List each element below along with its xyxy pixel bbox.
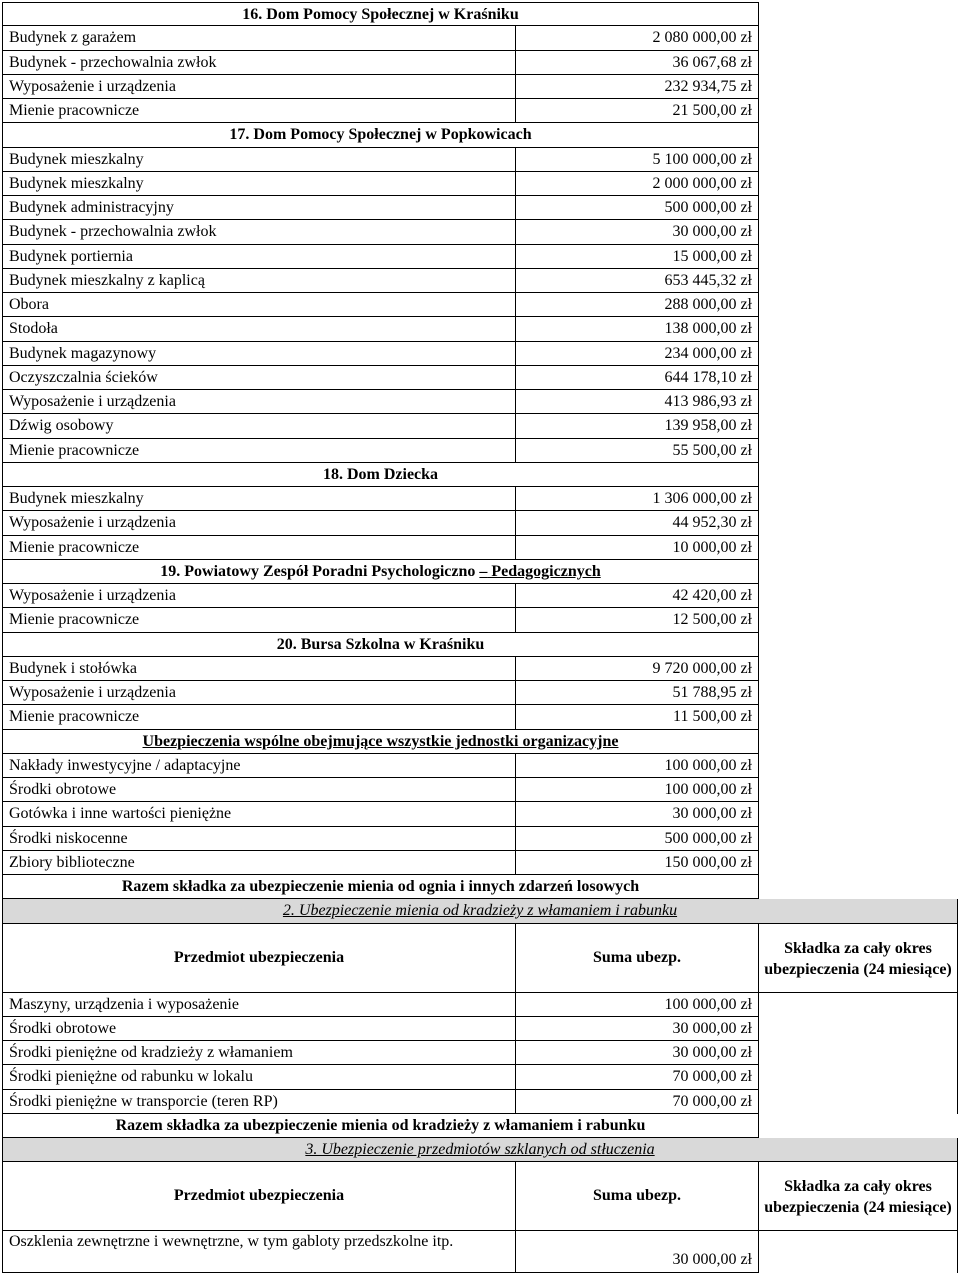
section-title (2, 560, 759, 584)
item-value: 150 000,00 zł (515, 851, 759, 875)
item-value: 51 788,95 zł (515, 681, 759, 705)
table-row (2, 75, 958, 99)
item-label: Zbiory biblioteczne (2, 851, 515, 875)
item-label: Budynek mieszkalny (2, 487, 515, 511)
blank-cell (759, 511, 958, 535)
item-value: 55 500,00 zł (515, 439, 759, 463)
item-label: Budynek - przechowalnia zwłok (2, 220, 515, 244)
table-row (2, 536, 958, 560)
item-value: 2 080 000,00 zł (515, 26, 759, 50)
section-header-row (2, 1138, 958, 1162)
blank-cell (759, 148, 958, 172)
blank-cell (759, 827, 958, 851)
table-row (2, 342, 958, 366)
item-label: Środki niskocenne (2, 827, 515, 851)
item-value: 15 000,00 zł (515, 245, 759, 269)
table-row (2, 99, 958, 123)
item-value: 234 000,00 zł (515, 342, 759, 366)
item-value: 2 000 000,00 zł (515, 172, 759, 196)
item-value: 70 000,00 zł (515, 1065, 759, 1089)
item-label: Środki obrotowe (2, 1017, 515, 1041)
item-label: Wyposażenie i urządzenia (2, 511, 515, 535)
total-row (2, 875, 958, 899)
item-value: 44 952,30 zł (515, 511, 759, 535)
item-value: 12 500,00 zł (515, 608, 759, 632)
item-value: 232 934,75 zł (515, 75, 759, 99)
section-header-row (2, 633, 958, 657)
col-sum-header: Suma ubezp. (515, 1162, 759, 1231)
blank-cell (759, 754, 958, 778)
table-row (2, 414, 958, 438)
table-row (2, 657, 958, 681)
item-label: Wyposażenie i urządzenia (2, 390, 515, 414)
item-label: Budynek magazynowy (2, 342, 515, 366)
table-row (2, 608, 958, 632)
table-row (2, 1041, 958, 1065)
table-row (2, 1231, 958, 1273)
blank-cell (759, 875, 958, 899)
item-value: 10 000,00 zł (515, 536, 759, 560)
section-title: 3. Ubezpieczenie przedmiotów szklanych od stłuczenia (2, 1138, 958, 1162)
blank-cell (759, 536, 958, 560)
blank-cell (759, 993, 958, 1017)
table-row (2, 681, 958, 705)
section-title-suffix: Pedagogicznych (487, 562, 601, 580)
item-label: Oczyszczalnia ścieków (2, 366, 515, 390)
insurance-document (2, 2, 958, 1273)
item-value: 11 500,00 zł (515, 705, 759, 729)
item-label: Wyposażenie i urządzenia (2, 75, 515, 99)
item-label: Środki pieniężne od kradzieży z włamaniem (2, 1041, 515, 1065)
table-row (2, 390, 958, 414)
section-title: 18. Dom Dziecka (2, 463, 759, 487)
blank-cell (759, 1041, 958, 1065)
table-row (2, 584, 958, 608)
blank-cell (759, 657, 958, 681)
blank-cell (759, 220, 958, 244)
item-value: 653 445,32 zł (515, 269, 759, 293)
total-fire-label: Razem składka za ubezpieczenie mienia od ognia i innych zdarzeń losowych (2, 875, 759, 899)
blank-cell (759, 1114, 958, 1138)
item-value: 138 000,00 zł (515, 317, 759, 341)
table-row (2, 196, 958, 220)
section-title: 2. Ubezpieczenie mienia od kradzieży z włamaniem i rabunku (2, 899, 958, 923)
blank-cell (759, 705, 958, 729)
blank-cell (759, 26, 958, 50)
table-row (2, 269, 958, 293)
table-row (2, 366, 958, 390)
section-title: Ubezpieczenia wspólne obejmujące wszystkie jednostki organizacyjne (2, 730, 759, 754)
total-row (2, 1114, 958, 1138)
blank-cell (759, 196, 958, 220)
table-row (2, 51, 958, 75)
section-header-row (2, 463, 958, 487)
item-label: Budynek portiernia (2, 245, 515, 269)
section-title: 17. Dom Pomocy Społecznej w Popkowicach (2, 123, 759, 147)
item-label: Budynek z garażem (2, 26, 515, 50)
item-value: 30 000,00 zł (515, 802, 759, 826)
table-row (2, 245, 958, 269)
item-value: 500 000,00 zł (515, 196, 759, 220)
item-value: 100 000,00 zł (515, 754, 759, 778)
blank-cell (759, 2, 958, 26)
blank-cell (759, 414, 958, 438)
item-label: Mienie pracownicze (2, 99, 515, 123)
section-title: 20. Bursa Szkolna w Kraśniku (2, 633, 759, 657)
item-value: 100 000,00 zł (515, 778, 759, 802)
item-value: 413 986,93 zł (515, 390, 759, 414)
item-label: Budynek mieszkalny z kaplicą (2, 269, 515, 293)
blank-cell (759, 269, 958, 293)
item-label: Budynek administracyjny (2, 196, 515, 220)
total-label: Razem składka za ubezpieczenie mienia od kradzieży z włamaniem i rabunku (2, 1114, 759, 1138)
table-row (2, 827, 958, 851)
table-row (2, 802, 958, 826)
item-label: Oszklenia zewnętrzne i wewnętrzne, w tym gabloty przedszkolne itp. (2, 1231, 515, 1273)
blank-cell (759, 1090, 958, 1114)
item-label: Wyposażenie i urządzenia (2, 681, 515, 705)
item-label: Wyposażenie i urządzenia (2, 584, 515, 608)
section-header-row (2, 123, 958, 147)
item-label: Mienie pracownicze (2, 608, 515, 632)
blank-cell (759, 1017, 958, 1041)
item-value: 9 720 000,00 zł (515, 657, 759, 681)
item-label: Maszyny, urządzenia i wyposażenie (2, 993, 515, 1017)
item-value: 644 178,10 zł (515, 366, 759, 390)
section-title: 16. Dom Pomocy Społecznej w Kraśniku (2, 2, 759, 26)
item-value: 30 000,00 zł (515, 1017, 759, 1041)
item-label: Mienie pracownicze (2, 439, 515, 463)
item-value: 21 500,00 zł (515, 99, 759, 123)
blank-cell (759, 123, 958, 147)
blank-cell (759, 730, 958, 754)
column-header-row (2, 924, 958, 993)
col-item-header: Przedmiot ubezpieczenia (2, 924, 515, 993)
blank-cell (759, 487, 958, 511)
item-label: Środki obrotowe (2, 778, 515, 802)
table-row (2, 1017, 958, 1041)
item-value: 70 000,00 zł (515, 1090, 759, 1114)
table-row (2, 1065, 958, 1089)
table-row (2, 220, 958, 244)
item-label: Mienie pracownicze (2, 536, 515, 560)
item-value: 500 000,00 zł (515, 827, 759, 851)
col-premium-header: Składka za cały okres ubezpieczenia (24 miesiące) (759, 1162, 958, 1231)
item-label: Dźwig osobowy (2, 414, 515, 438)
blank-cell (759, 317, 958, 341)
item-value: 30 000,00 zł (515, 1041, 759, 1065)
item-label: Nakłady inwestycyjne / adaptacyjne (2, 754, 515, 778)
item-label: Stodoła (2, 317, 515, 341)
blank-cell (759, 681, 958, 705)
blank-cell (759, 560, 958, 584)
blank-cell (759, 463, 958, 487)
blank-cell (759, 99, 958, 123)
blank-cell (759, 1231, 958, 1273)
blank-cell (759, 366, 958, 390)
table-row (2, 511, 958, 535)
item-label: Środki pieniężne od rabunku w lokalu (2, 1065, 515, 1089)
item-label: Budynek - przechowalnia zwłok (2, 51, 515, 75)
item-value: 42 420,00 zł (515, 584, 759, 608)
blank-cell (759, 851, 958, 875)
blank-cell (759, 75, 958, 99)
item-label: Budynek i stołówka (2, 657, 515, 681)
table-row (2, 705, 958, 729)
item-label: Budynek mieszkalny (2, 148, 515, 172)
section-title-dash: – (479, 562, 488, 580)
blank-cell (759, 390, 958, 414)
table-row (2, 778, 958, 802)
table-row (2, 172, 958, 196)
section-header-row (2, 2, 958, 26)
item-value: 139 958,00 zł (515, 414, 759, 438)
table-row (2, 317, 958, 341)
blank-cell (759, 342, 958, 366)
table-row (2, 26, 958, 50)
blank-cell (759, 245, 958, 269)
blank-cell (759, 778, 958, 802)
item-label: Mienie pracownicze (2, 705, 515, 729)
blank-cell (759, 584, 958, 608)
item-label: Gotówka i inne wartości pieniężne (2, 802, 515, 826)
table-row (2, 293, 958, 317)
item-value: 36 067,68 zł (515, 51, 759, 75)
blank-cell (759, 802, 958, 826)
item-value: 100 000,00 zł (515, 993, 759, 1017)
item-label: Budynek mieszkalny (2, 172, 515, 196)
blank-cell (759, 172, 958, 196)
col-sum-header: Suma ubezp. (515, 924, 759, 993)
item-label: Obora (2, 293, 515, 317)
blank-cell (759, 293, 958, 317)
blank-cell (759, 608, 958, 632)
column-header-row (2, 1162, 958, 1231)
col-item-header: Przedmiot ubezpieczenia (2, 1162, 515, 1231)
item-value: 30 000,00 zł (515, 220, 759, 244)
table-row (2, 487, 958, 511)
item-value: 288 000,00 zł (515, 293, 759, 317)
item-label: Środki pieniężne w transporcie (teren RP) (2, 1090, 515, 1114)
blank-cell (759, 51, 958, 75)
table-row (2, 439, 958, 463)
section-header-row (2, 730, 958, 754)
section-header-row (2, 560, 958, 584)
item-value: 1 306 000,00 zł (515, 487, 759, 511)
table-row (2, 993, 958, 1017)
item-value: 5 100 000,00 zł (515, 148, 759, 172)
table-row (2, 851, 958, 875)
blank-cell (759, 633, 958, 657)
blank-cell (759, 439, 958, 463)
table-row (2, 148, 958, 172)
table-row (2, 1090, 958, 1114)
section-title-prefix: 19. Powiatowy Zespół Poradni Psychologiczno (160, 562, 480, 580)
blank-cell (759, 1065, 958, 1089)
col-premium-header: Składka za cały okres ubezpieczenia (24 miesiące) (759, 924, 958, 993)
item-value: 30 000,00 zł (515, 1231, 759, 1273)
section-header-row (2, 899, 958, 923)
table-row (2, 754, 958, 778)
